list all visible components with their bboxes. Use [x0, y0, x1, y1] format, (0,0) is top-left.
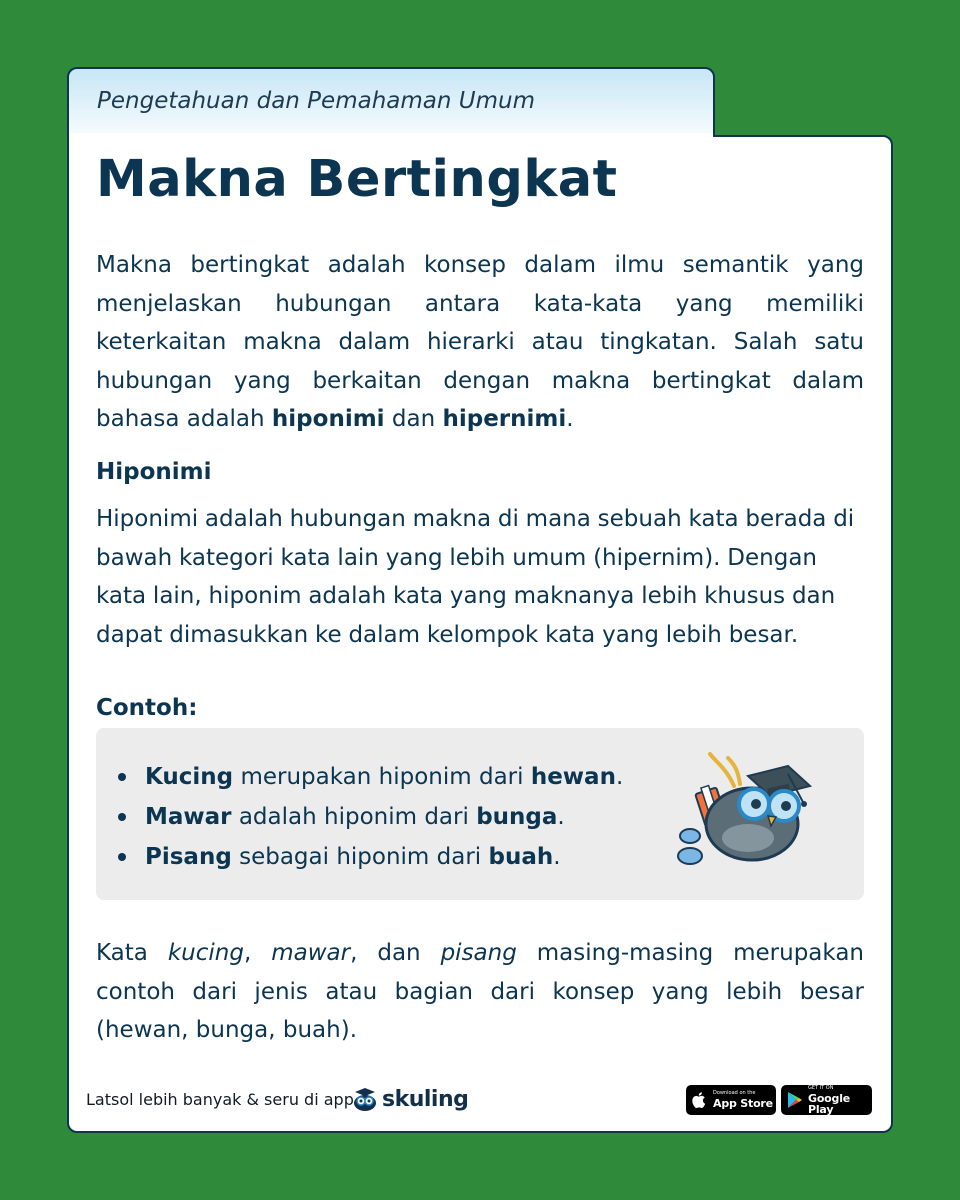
example-term: Kucing: [145, 764, 234, 790]
skuling-owl-icon: [352, 1086, 378, 1112]
intro-connector: dan: [384, 406, 443, 432]
app-store-small: Download on the: [713, 1090, 756, 1096]
list-item: [118, 757, 623, 797]
bullet-icon: [118, 813, 126, 821]
example-middle: merupakan hiponim dari: [233, 764, 531, 790]
example-middle: sebagai hiponim dari: [231, 844, 489, 870]
brand-name: skuling: [382, 1086, 469, 1112]
closing-part: Kata: [96, 940, 168, 966]
hiponimi-paragraph: Hiponimi adalah hubungan makna di mana sebuah kata berada di bawah kategori kata lain yang lebih umum (hipernim). Dengan kata lain, hiponim adalah kata yang maknanya lebih khusus dan dapat dimasukkan ke dalam kelompok kata yang lebih besar.: [96, 506, 855, 648]
closing-word-kucing: kucing: [167, 940, 244, 966]
category-label: Pengetahuan dan Pemahaman Umum: [97, 88, 535, 114]
example-category: hewan: [530, 764, 616, 790]
example-category: buah: [488, 844, 554, 870]
apple-icon: [692, 1091, 708, 1109]
intro-end: .: [566, 406, 574, 432]
intro-paragraph: [96, 246, 864, 439]
intro-text: Makna bertingkat adalah konsep dalam ilmu semantik yang menjelaskan hubungan antara kata-kata yang memiliki keterkaitan makna dalam hierarki atau tingkatan. Salah satu hubungan yang berkaitan dengan makna bertingkat dalam bahasa adalah: [96, 252, 864, 432]
list-item: [118, 837, 623, 877]
tab-card-joint: [69, 133, 713, 139]
example-middle: adalah hiponim dari: [231, 804, 477, 830]
list-item: [118, 797, 623, 837]
skuling-logo[interactable]: [352, 1084, 468, 1114]
term-hiponimi: hiponimi: [271, 406, 385, 432]
closing-part: masing-masing merupakan contoh dari jenis atau bagian dari konsep yang lebih besar (hewan, bunga, buah).: [96, 940, 864, 1043]
google-play-small: GET IT ON: [808, 1084, 834, 1091]
closing-paragraph: [96, 934, 864, 1050]
google-play-button[interactable]: [781, 1085, 872, 1115]
google-play-icon: [787, 1091, 803, 1109]
app-store-button[interactable]: [686, 1085, 776, 1115]
example-term: Mawar: [145, 804, 232, 830]
bullet-icon: [118, 853, 126, 861]
owl-mascot-icon: [676, 746, 820, 870]
example-end: .: [557, 804, 565, 830]
example-list: [118, 757, 623, 877]
hiponimi-heading: Hiponimi: [96, 459, 212, 485]
example-end: .: [615, 764, 624, 790]
example-end: .: [553, 844, 561, 870]
closing-word-pisang: pisang: [440, 940, 517, 966]
google-play-big: Google Play: [808, 1091, 851, 1116]
term-hipernimi: hipernimi: [442, 406, 567, 432]
app-store-big: App Store: [713, 1097, 773, 1110]
example-category: bunga: [476, 804, 558, 830]
page-title: Makna Bertingkat: [96, 150, 618, 209]
contoh-heading: Contoh:: [96, 695, 198, 721]
bullet-icon: [118, 773, 126, 781]
closing-part: , dan: [350, 940, 441, 966]
closing-part: ,: [243, 940, 272, 966]
closing-word-mawar: mawar: [271, 940, 351, 966]
example-term: Pisang: [145, 844, 232, 870]
promo-text: Latsol lebih banyak & seru di app: [86, 1090, 354, 1109]
